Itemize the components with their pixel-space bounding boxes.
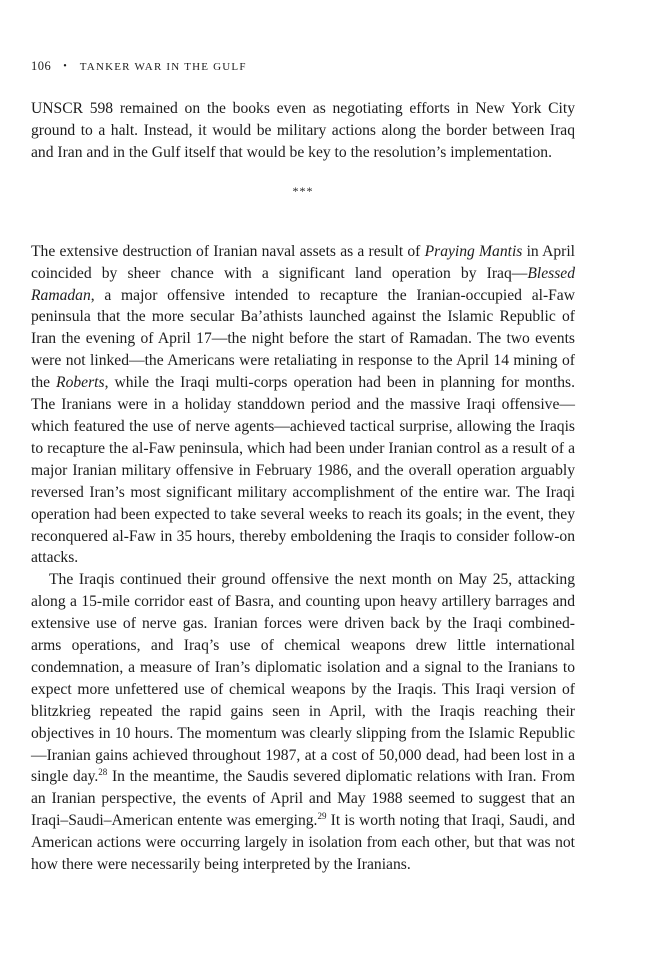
section-break: *** [292, 183, 314, 198]
page-number: 106 [31, 59, 52, 73]
italic-blessed-ramadan: Blessed Ramadan [31, 264, 575, 304]
paragraph-text: UNSCR 598 remained on the books even as negotiating efforts in New York City ground to a halt. Instead, it would be military actions along the border between Iraq and Iran and in the Gulf itself that would be key to the resolution’s implementation. [31, 100, 575, 161]
text-run: The extensive destruction of Iranian naval assets as a result of [31, 242, 425, 260]
italic-roberts: Roberts [56, 374, 105, 392]
paragraph-unscr-598 [31, 98, 575, 164]
text-run: In the meantime, the Saudis severed diplomatic relations with Iran. From an Iranian perspective, the events of April and May 1988 seemed to suggest that an Iraqi–Saudi–American entente was emerging. [31, 768, 575, 830]
running-head-bullet: • [63, 61, 68, 72]
paragraph-praying-mantis [31, 241, 575, 570]
text-run: , while the Iraqi multi-corps operation had been in planning for months. The Iranians were in a holiday standdown period and the massive Iraqi offensive—which featured the use of nerve agents—achieved tactical surprise, allowing the Iraqis to recapture the al-Faw peninsula, which had been under Iranian control as a result of a major Iranian military offensive in February 1986, and the overall operation arguably reversed Iran’s most significant military accomplishment of the entire war. The Iraqi operation had been expected to take several weeks to reach its goals; in the event, they reconquered al-Faw in 35 hours, thereby emboldening the Iraqis to consider follow-on attacks. [31, 374, 575, 567]
text-run: The Iraqis continued their ground offensive the next month on May 25, attacking along a 15-mile corridor east of Basra, and counting upon heavy artillery barrages and extensive use of nerve gas. Iranian forces were driven back by the Iraqi combined-arms operations, and Iraq’s use of chemical weapons drew little international condemnation, a measure of Iran’s diplomatic isolation and a signal to the Iranians to expect more unfettered use of chemical weapons by the Iraqis. This Iraqi version of blitzkrieg repeated the rapid gains seen in April, with the Iraqis reaching their objectives in 10 hours. The momentum was clearly slipping from the Islamic Republic—Iranian gains achieved throughout 1987, at a cost of 50,000 dead, had been lost in a single day. [31, 571, 575, 786]
text-run: It is worth noting that Iraqi, Saudi, and American actions were occurring largely in isolation from each other, but that was not how there were necessarily being interpreted by the Iranians. [31, 812, 576, 874]
running-head-title: TANKER WAR IN THE GULF [79, 61, 247, 73]
text-run: in April coincided by sheer chance with a significant land operation by Iraq— [31, 242, 575, 282]
footnote-ref-28[interactable]: 28 [98, 767, 108, 778]
italic-praying-mantis: Praying Mantis [424, 242, 523, 260]
footnote-ref-29[interactable]: 29 [317, 811, 327, 822]
paragraph-ground-offensive [31, 569, 575, 876]
book-page [31, 56, 575, 876]
text-run: , a major offensive intended to recapture the Iranian-occupied al-Faw peninsula that the more secular Ba’athists launched against the Islamic Republic of Iran the evening of April 17—the night before the start of Ramadan. The two events were not linked—the Americans were retaliating in response to the April 14 mining of the [31, 286, 575, 392]
running-head [31, 56, 575, 76]
